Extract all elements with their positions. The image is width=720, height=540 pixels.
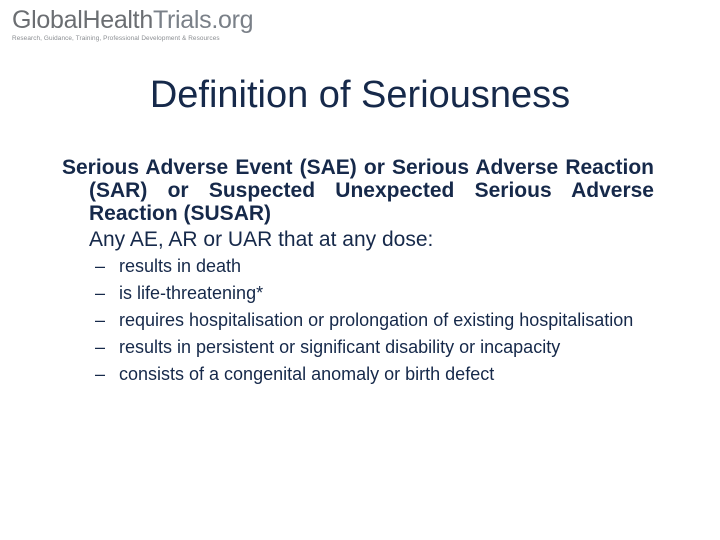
criteria-list bbox=[62, 257, 654, 384]
list-item-text: results in death bbox=[119, 256, 242, 276]
list-item bbox=[95, 337, 654, 357]
dash-bullet: – bbox=[95, 283, 106, 303]
dash-bullet: – bbox=[95, 364, 106, 384]
slide-body bbox=[62, 156, 654, 392]
list-item bbox=[95, 283, 654, 303]
definition-block bbox=[62, 156, 654, 251]
list-item bbox=[95, 310, 654, 330]
dash-bullet: – bbox=[95, 310, 106, 330]
list-item-text: results in persistent or significant disability or incapacity bbox=[119, 337, 561, 357]
dash-bullet: – bbox=[95, 337, 106, 357]
slide-title: Definition of Seriousness bbox=[149, 74, 571, 116]
logo bbox=[12, 6, 254, 43]
dash-bullet: – bbox=[95, 256, 106, 276]
list-item bbox=[95, 256, 654, 276]
definition-subheading: Any AE, AR or UAR that at any dose: bbox=[89, 228, 434, 251]
list-item bbox=[95, 364, 654, 384]
list-item-text: consists of a congenital anomaly or birth defect bbox=[119, 364, 495, 384]
definition-heading: Serious Adverse Event (SAE) or Serious Adverse Reaction (SAR) or Suspected Unexpected Serious Adverse Reaction (SUSAR) bbox=[62, 156, 654, 225]
logo-name-prefix: GlobalHealth bbox=[12, 6, 153, 34]
list-item-text: requires hospitalisation or prolongation of existing hospitalisation bbox=[119, 310, 634, 330]
logo-name-suffix: Trials.org bbox=[152, 6, 254, 34]
logo-tagline: Research, Guidance, Training, Professional Development & Resources bbox=[12, 35, 220, 42]
logo-wordmark bbox=[12, 6, 254, 34]
list-item-text: is life-threatening* bbox=[119, 283, 264, 303]
